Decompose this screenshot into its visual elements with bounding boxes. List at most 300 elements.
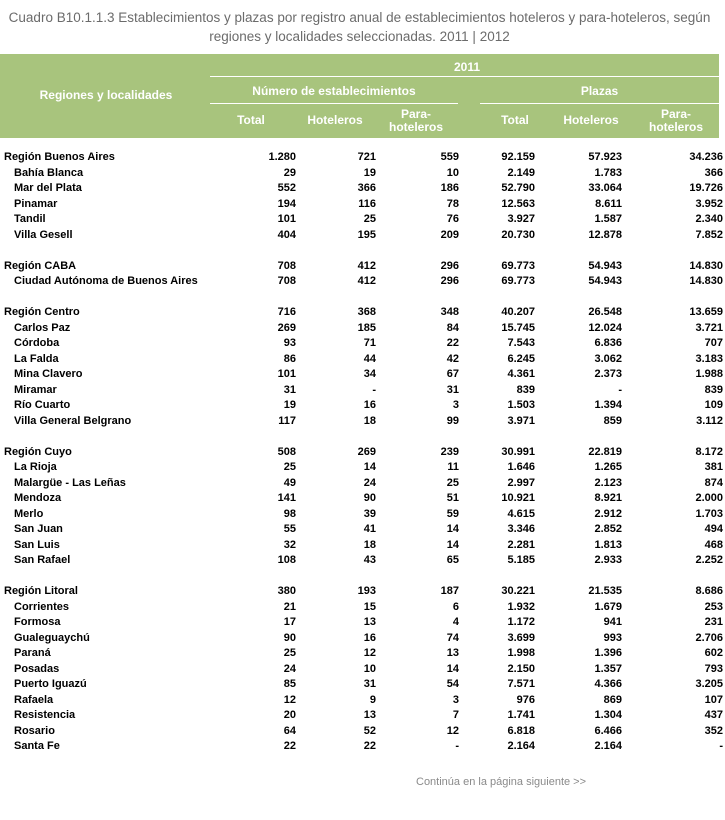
plazas-hoteleros-cell: 2.123 (594, 476, 622, 489)
establecimientos-parahoteleros-cell: 59 (446, 507, 459, 520)
plazas-total-cell: 4.615 (507, 507, 535, 520)
establecimientos-total-cell: 404 (277, 228, 296, 241)
header-col-total-plazas: Total (501, 113, 529, 127)
establecimientos-hoteleros-cell: 19 (363, 166, 376, 179)
locality-name: Corrientes (14, 600, 70, 613)
establecimientos-hoteleros-cell: 10 (363, 662, 376, 675)
establecimientos-total-cell: 32 (283, 538, 296, 551)
plazas-parahoteleros-cell: 839 (704, 383, 723, 396)
locality-row (0, 336, 725, 352)
establecimientos-parahoteleros-cell: 84 (446, 321, 459, 334)
locality-name: Villa Gesell (14, 228, 73, 241)
plazas-hoteleros-cell: 869 (603, 693, 622, 706)
plazas-total-cell: 3.346 (507, 523, 535, 535)
establecimientos-total-cell: 25 (283, 647, 296, 659)
plazas-hoteleros-cell: 26.548 (588, 306, 622, 318)
header-group-establecimientos: Número de establecimientos (252, 84, 416, 98)
locality-row (0, 724, 725, 740)
establecimientos-hoteleros-cell: 71 (363, 337, 376, 349)
locality-name: Resistencia (14, 709, 76, 721)
locality-row (0, 600, 725, 616)
locality-name: La Falda (14, 352, 59, 365)
establecimientos-hoteleros-cell: 721 (357, 151, 376, 163)
establecimientos-hoteleros-cell: 41 (363, 523, 376, 535)
plazas-hoteleros-cell: 993 (603, 631, 622, 644)
plazas-hoteleros-cell: 859 (603, 414, 622, 427)
establecimientos-total-cell: 98 (283, 507, 296, 520)
plazas-parahoteleros-cell: 3.952 (695, 197, 723, 210)
locality-name: Rafaela (14, 693, 54, 706)
plazas-total-cell: 1.503 (507, 399, 535, 411)
plazas-total-cell: 69.773 (501, 259, 535, 272)
locality-row (0, 739, 725, 755)
establecimientos-parahoteleros-cell: 3 (452, 693, 459, 706)
plazas-total-cell: 12.563 (501, 197, 535, 210)
establecimientos-parahoteleros-cell: 14 (446, 538, 459, 551)
plazas-hoteleros-cell: 12.024 (588, 321, 622, 334)
establecimientos-hoteleros-cell: 368 (357, 306, 376, 318)
plazas-hoteleros-cell: 2.373 (594, 368, 622, 380)
plazas-parahoteleros-cell: 874 (704, 476, 723, 489)
establecimientos-total-cell: 141 (277, 492, 296, 504)
header-col-para-plazas-line2: hoteleros (648, 120, 703, 134)
establecimientos-parahoteleros-cell: 14 (446, 523, 459, 535)
locality-name: Mar del Plata (14, 182, 82, 194)
establecimientos-total-cell: 708 (277, 259, 296, 272)
establecimientos-hoteleros-cell: 18 (363, 414, 376, 427)
locality-name: Miramar (14, 383, 57, 396)
establecimientos-total-cell: 117 (278, 414, 296, 427)
plazas-parahoteleros-cell: 381 (704, 461, 723, 473)
establecimientos-parahoteleros-cell: 31 (446, 383, 459, 396)
locality-name: Ciudad Autónoma de Buenos Aires (14, 275, 198, 287)
plazas-hoteleros-cell: 1.394 (594, 399, 622, 411)
plazas-parahoteleros-cell: 1.988 (695, 368, 723, 380)
locality-row (0, 274, 725, 290)
establecimientos-total-cell: 17 (283, 616, 296, 628)
establecimientos-parahoteleros-cell: 65 (446, 554, 459, 566)
establecimientos-total-cell: 1.280 (268, 151, 296, 163)
plazas-total-cell: 20.730 (501, 228, 535, 241)
establecimientos-parahoteleros-cell: 14 (446, 662, 459, 675)
establecimientos-parahoteleros-cell: 348 (440, 306, 459, 318)
plazas-total-cell: 3.971 (507, 414, 535, 427)
establecimientos-hoteleros-cell: 25 (363, 213, 376, 225)
plazas-parahoteleros-cell: 602 (704, 647, 723, 659)
locality-row (0, 166, 725, 182)
header-col-para-plazas (636, 108, 716, 134)
locality-row (0, 615, 725, 631)
spacer-row (0, 290, 725, 306)
spacer-cell (0, 569, 725, 585)
plazas-parahoteleros-cell: 8.686 (695, 585, 723, 597)
establecimientos-parahoteleros-cell: 6 (452, 600, 459, 613)
header-col-hoteleros-plazas: Hoteleros (563, 113, 619, 127)
plazas-parahoteleros-cell: 109 (704, 399, 723, 411)
establecimientos-parahoteleros-cell: 187 (440, 585, 459, 597)
establecimientos-parahoteleros-cell: 11 (447, 461, 459, 473)
establecimientos-parahoteleros-cell: 99 (446, 414, 459, 427)
locality-name: Rosario (14, 724, 55, 737)
plazas-parahoteleros-cell: 707 (704, 337, 723, 349)
establecimientos-parahoteleros-cell: 7 (452, 709, 459, 721)
plazas-total-cell: 1.646 (507, 461, 535, 473)
locality-row (0, 181, 725, 197)
establecimientos-parahoteleros-cell: 74 (446, 631, 459, 644)
plazas-hoteleros-cell: 3.062 (594, 352, 622, 365)
establecimientos-parahoteleros-cell: 13 (446, 647, 459, 659)
spacer-row (0, 429, 725, 445)
header-group-divider-left (210, 103, 458, 104)
title-line-1: Cuadro B10.1.1.3 Establecimientos y plazas por registro anual de establecimientos hoteleros y para-hoteleros, según (8, 10, 711, 25)
plazas-total-cell: 2.164 (507, 740, 535, 752)
region-row (0, 305, 725, 321)
plazas-total-cell: 6.245 (507, 352, 535, 365)
establecimientos-parahoteleros-cell: 296 (440, 275, 459, 287)
plazas-parahoteleros-cell: 3.183 (695, 352, 723, 365)
plazas-parahoteleros-cell: 2.000 (695, 492, 723, 504)
region-row (0, 445, 725, 461)
plazas-hoteleros-cell: 1.679 (594, 600, 622, 613)
plazas-parahoteleros-cell: 1.703 (695, 507, 723, 520)
locality-row (0, 228, 725, 244)
plazas-total-cell: 5.185 (507, 554, 535, 566)
title-line-2: regiones y localidades seleccionadas. 2011 | 2012 (209, 29, 510, 44)
locality-name: Tandil (14, 213, 46, 225)
header-col-para-est-line1: Para- (400, 107, 432, 121)
establecimientos-total-cell: 101 (277, 213, 296, 225)
region-name: Región Cuyo (4, 445, 72, 458)
locality-name: Gualeguaychú (14, 631, 90, 644)
establecimientos-hoteleros-cell: 44 (363, 352, 376, 365)
region-name: Región Litoral (4, 585, 78, 597)
plazas-total-cell: 1.998 (507, 647, 535, 659)
plazas-total-cell: 3.699 (507, 631, 535, 644)
plazas-parahoteleros-cell: 366 (704, 166, 723, 179)
plazas-parahoteleros-cell: 7.852 (695, 228, 723, 241)
locality-row (0, 367, 725, 383)
locality-name: Puerto Iguazú (14, 678, 87, 690)
plazas-hoteleros-cell: 54.943 (588, 259, 622, 272)
establecimientos-parahoteleros-cell: 296 (440, 259, 459, 272)
plazas-parahoteleros-cell: 793 (704, 662, 723, 675)
header-col-para-est (378, 108, 454, 134)
locality-name: La Rioja (14, 461, 57, 473)
establecimientos-total-cell: 716 (277, 306, 296, 318)
establecimientos-hoteleros-cell: 18 (363, 538, 376, 551)
plazas-hoteleros-cell: 2.933 (594, 554, 622, 566)
plazas-total-cell: 2.149 (507, 166, 535, 179)
plazas-total-cell: 1.932 (507, 600, 535, 613)
locality-name: San Juan (14, 523, 63, 535)
establecimientos-parahoteleros-cell: 209 (440, 228, 459, 241)
plazas-hoteleros-cell: 6.466 (594, 724, 622, 737)
plazas-total-cell: 7.543 (507, 337, 535, 349)
establecimientos-parahoteleros-cell: 22 (446, 337, 459, 349)
plazas-parahoteleros-cell: 2.706 (695, 631, 723, 644)
establecimientos-hoteleros-cell: 24 (363, 476, 376, 489)
plazas-hoteleros-cell: 1.357 (594, 662, 622, 675)
plazas-hoteleros-cell: - (618, 383, 622, 396)
plazas-parahoteleros-cell: 34.236 (689, 151, 723, 163)
locality-name: Mendoza (14, 492, 62, 504)
locality-row (0, 321, 725, 337)
locality-row (0, 538, 725, 554)
locality-row (0, 460, 725, 476)
establecimientos-parahoteleros-cell: 54 (446, 678, 459, 690)
plazas-hoteleros-cell: 2.912 (594, 507, 622, 520)
plazas-parahoteleros-cell: 494 (704, 523, 723, 535)
establecimientos-parahoteleros-cell: 42 (446, 352, 459, 365)
locality-row (0, 646, 725, 662)
establecimientos-parahoteleros-cell: 239 (440, 445, 459, 458)
establecimientos-hoteleros-cell: 13 (363, 709, 376, 721)
establecimientos-hoteleros-cell: 13 (363, 616, 376, 628)
locality-name: San Luis (14, 538, 60, 551)
plazas-total-cell: 30.991 (501, 445, 535, 458)
establecimientos-parahoteleros-cell: 25 (446, 476, 459, 489)
plazas-hoteleros-cell: 8.921 (594, 492, 622, 504)
region-name: Región CABA (4, 259, 77, 272)
establecimientos-parahoteleros-cell: 4 (452, 616, 459, 628)
establecimientos-parahoteleros-cell: 78 (446, 197, 459, 210)
establecimientos-hoteleros-cell: - (372, 383, 376, 396)
locality-row (0, 398, 725, 414)
establecimientos-hoteleros-cell: 15 (363, 600, 376, 613)
locality-row (0, 708, 725, 724)
locality-row (0, 212, 725, 228)
establecimientos-hoteleros-cell: 39 (363, 507, 376, 520)
plazas-parahoteleros-cell: 107 (704, 693, 723, 706)
spacer-cell (0, 290, 725, 306)
plazas-total-cell: 10.921 (501, 492, 535, 504)
plazas-hoteleros-cell: 1.304 (594, 709, 622, 721)
establecimientos-parahoteleros-cell: 186 (440, 182, 459, 194)
plazas-total-cell: 52.790 (501, 182, 535, 194)
establecimientos-total-cell: 49 (283, 476, 296, 489)
locality-row (0, 677, 725, 693)
locality-name: Malargüe - Las Leñas (14, 476, 126, 489)
plazas-parahoteleros-cell: 253 (704, 600, 723, 613)
locality-name: Paraná (14, 647, 51, 659)
locality-name: Carlos Paz (14, 321, 71, 334)
plazas-total-cell: 15.745 (501, 321, 535, 334)
establecimientos-total-cell: 29 (283, 166, 296, 179)
plazas-total-cell: 30.221 (501, 585, 535, 597)
establecimientos-parahoteleros-cell: 12 (446, 724, 459, 737)
locality-name: Villa General Belgrano (14, 414, 132, 427)
plazas-total-cell: 839 (516, 383, 535, 396)
plazas-hoteleros-cell: 1.265 (594, 461, 622, 473)
region-name: Región Centro (4, 306, 80, 318)
data-table (0, 150, 725, 755)
spacer-row (0, 569, 725, 585)
plazas-parahoteleros-cell: 3.721 (695, 321, 723, 334)
plazas-parahoteleros-cell: 231 (704, 616, 723, 628)
establecimientos-hoteleros-cell: 22 (363, 740, 376, 752)
plazas-total-cell: 976 (516, 693, 535, 706)
establecimientos-hoteleros-cell: 195 (357, 228, 376, 241)
plazas-parahoteleros-cell: 3.112 (696, 414, 723, 427)
locality-name: Merlo (14, 507, 44, 520)
locality-row (0, 507, 725, 523)
plazas-parahoteleros-cell: 2.340 (695, 213, 723, 225)
locality-row (0, 491, 725, 507)
header-regions-label: Regiones y localidades (39, 88, 173, 102)
locality-row (0, 693, 725, 709)
header-year: 2011 (453, 60, 481, 74)
establecimientos-hoteleros-cell: 9 (369, 693, 376, 706)
table-title (0, 8, 719, 46)
plazas-hoteleros-cell: 21.535 (588, 585, 622, 597)
locality-row (0, 522, 725, 538)
plazas-hoteleros-cell: 1.587 (594, 213, 622, 225)
table-header (0, 54, 719, 138)
establecimientos-hoteleros-cell: 185 (357, 321, 376, 334)
establecimientos-hoteleros-cell: 193 (357, 585, 376, 597)
establecimientos-hoteleros-cell: 14 (363, 461, 376, 473)
header-group-plazas: Plazas (580, 84, 619, 98)
plazas-total-cell: 3.927 (507, 213, 535, 225)
plazas-parahoteleros-cell: 13.659 (689, 306, 723, 318)
locality-name: Formosa (14, 616, 61, 628)
plazas-parahoteleros-cell: 14.830 (689, 275, 723, 287)
establecimientos-total-cell: 108 (277, 554, 296, 566)
plazas-parahoteleros-cell: 468 (704, 538, 723, 551)
plazas-total-cell: 7.571 (507, 678, 535, 690)
header-col-para-plazas-line1: Para- (660, 107, 692, 121)
establecimientos-hoteleros-cell: 52 (363, 724, 376, 737)
establecimientos-hoteleros-cell: 43 (363, 554, 376, 566)
locality-row (0, 553, 725, 569)
establecimientos-hoteleros-cell: 12 (363, 647, 376, 659)
plazas-total-cell: 69.773 (501, 275, 535, 287)
plazas-total-cell: 40.207 (501, 306, 535, 318)
establecimientos-hoteleros-cell: 31 (363, 678, 376, 690)
establecimientos-parahoteleros-cell: 67 (446, 368, 459, 380)
establecimientos-parahoteleros-cell: 559 (440, 151, 459, 163)
plazas-hoteleros-cell: 57.923 (588, 151, 622, 163)
establecimientos-total-cell: 194 (277, 197, 296, 210)
plazas-parahoteleros-cell: 352 (704, 724, 723, 737)
locality-name: Pinamar (14, 197, 58, 210)
establecimientos-total-cell: 90 (283, 631, 296, 644)
spacer-row (0, 243, 725, 259)
locality-name: Bahía Blanca (14, 166, 84, 179)
plazas-parahoteleros-cell: - (719, 740, 723, 752)
region-row (0, 584, 725, 600)
region-name: Región Buenos Aires (4, 151, 115, 163)
plazas-total-cell: 92.159 (501, 151, 535, 163)
plazas-hoteleros-cell: 33.064 (588, 182, 622, 194)
plazas-total-cell: 2.997 (507, 476, 535, 489)
plazas-parahoteleros-cell: 3.205 (695, 678, 723, 690)
establecimientos-hoteleros-cell: 90 (363, 492, 376, 504)
header-group-divider-right (480, 103, 719, 104)
continuation-note: Continúa en la página siguiente >> (416, 776, 587, 788)
establecimientos-total-cell: 31 (283, 383, 296, 396)
establecimientos-parahoteleros-cell: 10 (446, 166, 459, 179)
establecimientos-total-cell: 24 (283, 662, 296, 675)
plazas-parahoteleros-cell: 437 (704, 709, 723, 721)
establecimientos-total-cell: 508 (277, 445, 296, 458)
locality-row (0, 476, 725, 492)
establecimientos-total-cell: 55 (283, 523, 296, 535)
establecimientos-hoteleros-cell: 412 (357, 275, 376, 287)
region-row (0, 259, 725, 275)
header-year-divider (210, 76, 719, 77)
plazas-hoteleros-cell: 54.943 (588, 275, 622, 287)
establecimientos-total-cell: 64 (283, 724, 296, 737)
establecimientos-parahoteleros-cell: 51 (446, 492, 459, 504)
establecimientos-hoteleros-cell: 412 (357, 259, 376, 272)
establecimientos-total-cell: 708 (277, 275, 296, 287)
plazas-hoteleros-cell: 1.813 (594, 538, 622, 551)
establecimientos-total-cell: 22 (283, 740, 296, 752)
locality-row (0, 662, 725, 678)
establecimientos-total-cell: 552 (277, 182, 296, 194)
plazas-parahoteleros-cell: 8.172 (695, 445, 723, 458)
establecimientos-hoteleros-cell: 366 (357, 182, 376, 194)
plazas-hoteleros-cell: 2.164 (594, 740, 622, 752)
plazas-hoteleros-cell: 6.836 (594, 337, 622, 349)
plazas-total-cell: 1.172 (507, 616, 535, 628)
establecimientos-total-cell: 101 (277, 368, 296, 380)
locality-row (0, 414, 725, 430)
locality-name: San Rafael (14, 554, 71, 566)
plazas-total-cell: 2.150 (507, 662, 535, 675)
locality-name: Córdoba (14, 337, 60, 349)
header-col-total-est: Total (237, 113, 265, 127)
region-row (0, 150, 725, 166)
plazas-hoteleros-cell: 8.611 (595, 197, 622, 210)
plazas-parahoteleros-cell: 14.830 (689, 259, 723, 272)
plazas-hoteleros-cell: 4.366 (594, 678, 622, 690)
header-col-hoteleros-est: Hoteleros (307, 113, 363, 127)
establecimientos-hoteleros-cell: 116 (358, 197, 376, 210)
plazas-hoteleros-cell: 1.396 (594, 647, 622, 659)
locality-name: Santa Fe (14, 740, 60, 752)
establecimientos-hoteleros-cell: 269 (357, 445, 376, 458)
establecimientos-hoteleros-cell: 34 (363, 368, 376, 380)
spacer-cell (0, 429, 725, 445)
establecimientos-total-cell: 12 (283, 693, 296, 706)
establecimientos-total-cell: 85 (283, 678, 296, 690)
plazas-parahoteleros-cell: 2.252 (695, 554, 723, 566)
plazas-hoteleros-cell: 2.852 (594, 523, 622, 535)
establecimientos-parahoteleros-cell: 76 (446, 213, 459, 225)
establecimientos-total-cell: 25 (283, 461, 296, 473)
plazas-hoteleros-cell: 12.878 (588, 228, 622, 241)
header-col-para-est-line2: hoteleros (388, 120, 443, 134)
plazas-total-cell: 1.741 (507, 709, 535, 721)
locality-name: Mina Clavero (14, 368, 83, 380)
plazas-total-cell: 4.361 (507, 368, 535, 380)
establecimientos-total-cell: 380 (277, 585, 296, 597)
plazas-total-cell: 6.818 (507, 724, 535, 737)
data-table-body (0, 150, 725, 755)
locality-row (0, 197, 725, 213)
locality-row (0, 352, 725, 368)
locality-name: Posadas (14, 662, 60, 675)
plazas-hoteleros-cell: 1.783 (594, 166, 622, 179)
spacer-cell (0, 243, 725, 259)
locality-row (0, 631, 725, 647)
establecimientos-hoteleros-cell: 16 (363, 631, 376, 644)
locality-row (0, 383, 725, 399)
establecimientos-total-cell: 20 (283, 709, 296, 721)
establecimientos-total-cell: 19 (283, 399, 296, 411)
